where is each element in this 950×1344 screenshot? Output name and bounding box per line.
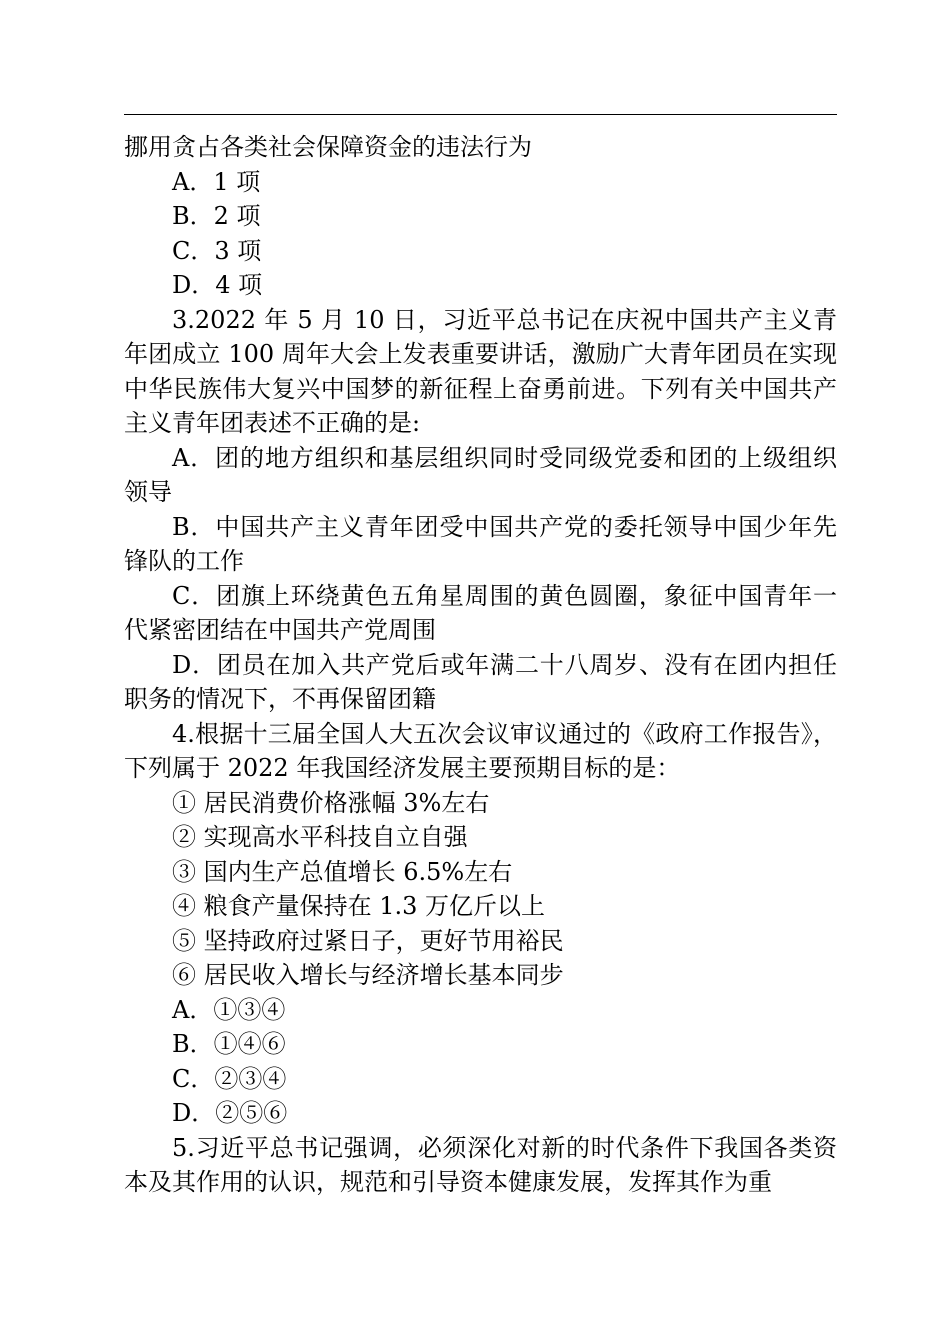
q4-stem: 4.根据十三届全国人大五次会议审议通过的《政府工作报告》，下列属于 2022 年我国经济发展主要预期目标的是： bbox=[124, 719, 837, 782]
q3-stem: 3.2022 年 5 月 10 日，习近平总书记在庆祝中国共产主义青年团成立 100 周年大会上发表重要讲话，激励广大青年团员在实现中华民族伟大复兴中国梦的新征程上奋勇前进。下列有关中国共产主义青年团表述不正确的是: bbox=[124, 305, 837, 437]
q4-option-c: C．②③④ bbox=[172, 1064, 287, 1093]
q2-option-d: D．4 项 bbox=[172, 271, 263, 299]
q4-option-a: A．①③④ bbox=[172, 995, 286, 1024]
q2-option-c: C．3 项 bbox=[172, 236, 262, 265]
q3-option-b: B．中国共产主义青年团受中国共产党的委托领导中国少年先锋队的工作 bbox=[124, 512, 837, 575]
document-body bbox=[124, 130, 837, 1200]
q2-option-b: B．2 项 bbox=[172, 202, 261, 230]
q4-item-3: ③ 国内生产总值增长 6.5%左右 bbox=[172, 857, 513, 886]
q4-option-b: B．①④⑥ bbox=[172, 1030, 286, 1058]
q5-stem: 5.习近平总书记强调，必须深化对新的时代条件下我国各类资本及其作用的认识，规范和引导资本健康发展，发挥其作为重 bbox=[124, 1133, 837, 1196]
q2-option-a: A．1 项 bbox=[172, 167, 261, 196]
q4-item-5: ⑤ 坚持政府过紧日子，更好节用裕民 bbox=[172, 926, 564, 955]
header-rule bbox=[124, 114, 837, 115]
q4-option-d: D．②⑤⑥ bbox=[172, 1099, 288, 1127]
q3-option-a: A．团的地方组织和基层组织同时受同级党委和团的上级组织领导 bbox=[124, 443, 837, 506]
q4-item-1: ① 居民消费价格涨幅 3%左右 bbox=[172, 788, 490, 817]
q3-option-d: D．团员在加入共产党后或年满二十八周岁、没有在团内担任职务的情况下，不再保留团籍 bbox=[124, 650, 837, 713]
q4-item-6: ⑥ 居民收入增长与经济增长基本同步 bbox=[172, 961, 564, 989]
q4-item-2: ② 实现高水平科技自立自强 bbox=[172, 823, 468, 851]
q2-continuation: 挪用贪占各类社会保障资金的违法行为 bbox=[124, 133, 532, 161]
q4-item-4: ④ 粮食产量保持在 1.3 万亿斤以上 bbox=[172, 892, 546, 920]
q3-option-c: C．团旗上环绕黄色五角星周围的黄色圆圈，象征中国青年一代紧密团结在中国共产党周围 bbox=[124, 581, 837, 644]
